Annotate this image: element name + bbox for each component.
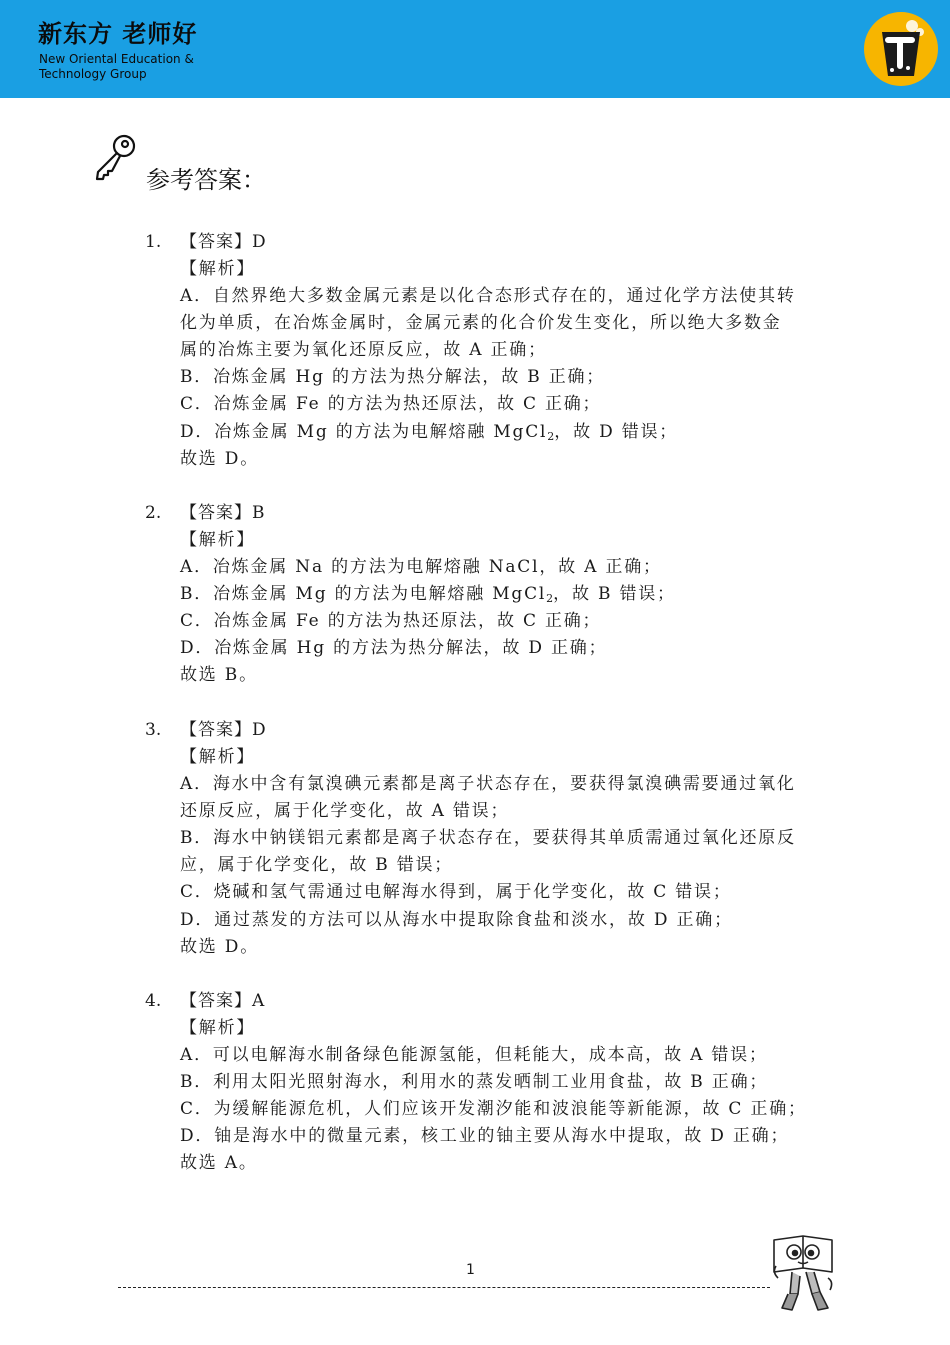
analysis-line: D．冶炼金属 Mg 的方法为电解熔融 MgCl$_2$，故 D 错误； xyxy=(180,421,679,443)
analysis-line: B．海水中钠镁铝元素都是离子状态存在，要获得其单质需通过氧化还原反 xyxy=(180,828,796,849)
analysis xyxy=(180,1015,810,1178)
analysis-line: 还原反应，属于化学变化，故 A 错误； xyxy=(180,801,510,822)
analysis-line: A．可以电解海水制备绿色能源氢能，但耗能大，成本高，故 A 错误； xyxy=(180,1045,768,1066)
cup-logo-icon xyxy=(862,10,940,88)
question-number: 4. xyxy=(145,991,162,1011)
analysis-line: A．海水中含有氯溴碘元素都是离子状态存在，要获得氯溴碘需要通过氧化 xyxy=(180,774,796,795)
footer-divider xyxy=(118,1287,770,1288)
analysis-label: 【解析】 xyxy=(180,1018,256,1038)
analysis-line: C．为缓解能源危机，人们应该开发潮汐能和波浪能等新能源，故 C 正确； xyxy=(180,1099,807,1120)
page-number: 1 xyxy=(466,1262,475,1278)
analysis-line: B．冶炼金属 Mg 的方法为电解熔融 MgCl$_2$，故 B 错误； xyxy=(180,584,676,606)
analysis-line: 故选 A。 xyxy=(180,1153,258,1174)
analysis xyxy=(180,527,810,690)
section-title: 参考答案： xyxy=(146,166,266,194)
page-header xyxy=(0,0,950,98)
analysis-line: 故选 D。 xyxy=(180,448,260,469)
analysis-line: 属的冶炼主要为氧化还原反应，故 A 正确； xyxy=(180,340,547,361)
analysis-label: 【解析】 xyxy=(180,259,256,279)
question-number: 2. xyxy=(145,503,162,523)
key-icon xyxy=(92,132,138,184)
analysis-line: 应，属于化学变化，故 B 错误； xyxy=(180,855,454,876)
analysis-line: 故选 D。 xyxy=(180,936,260,957)
answer-key: 【答案】D xyxy=(180,720,267,740)
analysis-line: B．利用太阳光照射海水，利用水的蒸发晒制工业用食盐，故 B 正确； xyxy=(180,1072,769,1093)
question-number: 1. xyxy=(145,232,162,252)
analysis-line: 化为单质，在冶炼金属时，金属元素的化合价发生变化，所以绝大多数金 xyxy=(180,313,782,334)
analysis-line: B．冶炼金属 Hg 的方法为热分解法，故 B 正确； xyxy=(180,367,606,388)
answer-key: 【答案】D xyxy=(180,232,267,252)
brand-subtitle: New Oriental Education & Technology Group xyxy=(39,52,194,81)
analysis-line: 故选 B。 xyxy=(180,665,258,686)
answer-key: 【答案】A xyxy=(180,991,266,1011)
analysis-line: D．铀是海水中的微量元素，核工业的铀主要从海水中提取，故 D 正确； xyxy=(180,1126,790,1147)
analysis xyxy=(180,256,810,473)
analysis-label: 【解析】 xyxy=(180,747,256,767)
analysis xyxy=(180,744,810,961)
answer-key: 【答案】B xyxy=(180,503,266,523)
analysis-line: A．冶炼金属 Na 的方法为电解熔融 NaCl，故 A 正确； xyxy=(180,557,662,578)
analysis-line: D．通过蒸发的方法可以从海水中提取除食盐和淡水，故 D 正确； xyxy=(180,909,733,930)
analysis-line: C．冶炼金属 Fe 的方法为热还原法，故 C 正确； xyxy=(180,611,602,632)
question-number: 3. xyxy=(145,720,162,740)
analysis-line: C．冶炼金属 Fe 的方法为热还原法，故 C 正确； xyxy=(180,394,602,415)
analysis-line: D．冶炼金属 Hg 的方法为热分解法，故 D 正确； xyxy=(180,638,608,659)
analysis-label: 【解析】 xyxy=(180,530,256,550)
book-mascot-icon xyxy=(768,1232,838,1318)
analysis-line: C．烧碱和氢气需通过电解海水得到，属于化学变化，故 C 错误； xyxy=(180,882,732,903)
analysis-line: A．自然界绝大多数金属元素是以化合态形式存在的，通过化学方法使其转 xyxy=(180,286,796,307)
brand-title: 新东方 老师好 xyxy=(38,20,198,48)
